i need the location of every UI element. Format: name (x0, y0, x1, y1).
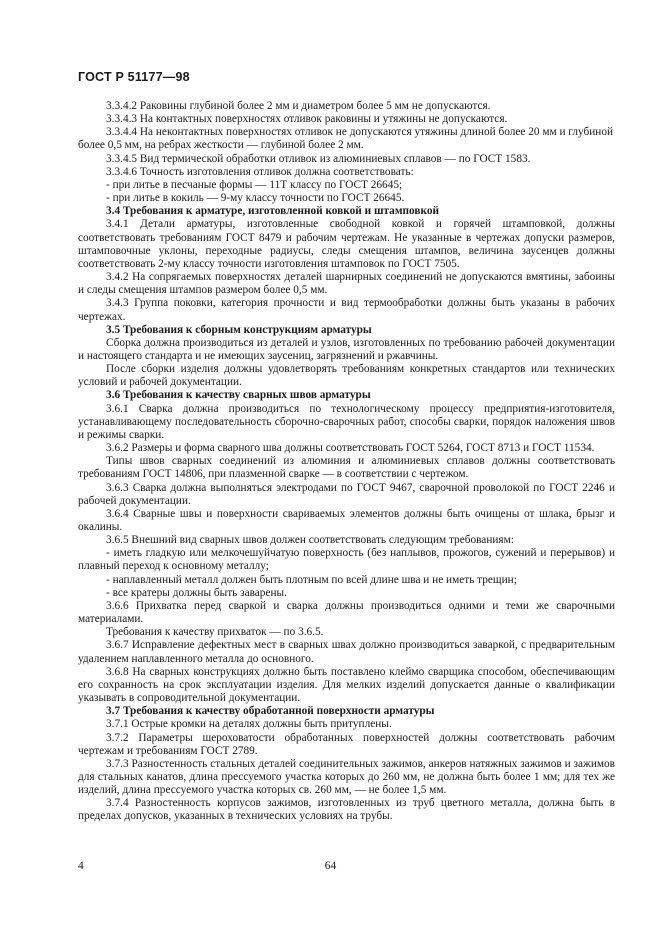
paragraph: 3.7.3 Разностенность стальных деталей соединительных зажимов, анкеров натяжных зажимов и зажимов для стальных канатов, длина прессуемого участка которых до 260 мм, не должна быть более 1 мм; для тех же изделий, длина прессуемого участка которых св. 260 мм, — не более 1,5 мм. (78, 757, 615, 797)
paragraph: - наплавленный металл должен быть плотным по всей длине шва и не иметь трещин; (106, 573, 517, 586)
paragraph: 3.3.4.6 Точность изготовления отливок должна соответствовать: (106, 165, 414, 178)
paragraph: Требования к качеству прихваток — по 3.6.5. (106, 626, 324, 639)
paragraph: 3.7.4 Разностенность корпусов зажимов, изготовленных из труб цветного металла, должна быть в пределах допусков, указанных в технических условиях на трубы. (78, 797, 615, 823)
section-heading: 3.4 Требования к арматуре, изготовленной ковкой и штамповкой (106, 205, 440, 218)
paragraph: После сборки изделия должны удовлетворять требованиям конкретных стандартов или технических условий и рабочей документации. (78, 363, 615, 389)
paragraph: Сборка должна производиться из деталей и узлов, изготовленных по требованию рабочей документации и настоящего стандарта и не имеющих заусениц, загрязнений и ржавчины. (78, 336, 615, 362)
paragraph: 3.3.4.5 Вид термической обработки отливок из алюминиевых сплавов — по ГОСТ 1583. (106, 152, 531, 165)
paragraph: 3.6.1 Сварка должна производиться по технологическому процессу предприятия-изготовителя, устанавливающему последовательность сборочно-сварочных работ, способы сварки, порядок наложения швов и режимы сварки. (78, 402, 615, 441)
paragraph: 3.3.4.3 На контактных поверхностях отливок раковины и утяжины не допускаются. (106, 113, 508, 126)
paragraph: 3.7.2 Параметры шероховатости обработанных поверхностей должны соответствовать рабочим чертежам и требованиям ГОСТ 2789. (78, 731, 615, 757)
paragraph: - при литье в песчаные формы — 11Т классу по ГОСТ 26645; (106, 178, 403, 191)
paragraph: 3.6.5 Внешний вид сварных швов должен соответствовать следующим требованиям: (106, 534, 514, 547)
paragraph: 3.6.3 Сварка должна выполняться электродами по ГОСТ 9467, сварочной проволокой по ГОСТ 2246 и рабочей документации. (78, 481, 615, 507)
paragraph: 3.3.4.4 На неконтактных поверхностях отливок не допускаются утяжины длиной более 20 мм и глубиной более 0,5 мм, на ребрах жесткости — глубиной более 2 мм. (78, 126, 614, 152)
paragraph: 3.6.4 Сварные швы и поверхности свариваемых элементов должны быть очищены от шлака, брызг и окалины. (78, 507, 615, 533)
paragraph: 3.4.2 На сопрягаемых поверхностях деталей шарнирных соединений не допускаются вмятины, забоины и следы смещения штампов размером более 0,5 мм. (78, 271, 615, 297)
paragraph: 3.4.1 Детали арматуры, изготовленные свободной ковкой и горячей штамповкой, должны соответствовать требованиям ГОСТ 8479 и рабочим чертежам. Не указанные в чертежах допуски размеров, штамповочные уклоны, переходные радиусы, следы смещения штампов, величина заусенцев должны соответствовать 2-му классу точности изготовления штамповок по ГОСТ 7505. (78, 218, 615, 270)
paragraph: 3.6.2 Размеры и форма сварного шва должны соответствовать ГОСТ 5264, ГОСТ 8713 и ГОСТ 11534. (106, 442, 595, 455)
paragraph: 3.6.6 Прихватка перед сваркой и сварка должны производиться одними и теми же сварочными материалами. (78, 599, 615, 626)
paragraph: - все кратеры должны быть заварены. (106, 586, 287, 599)
section-heading: 3.7 Требования к качеству обработанной поверхности арматуры (106, 705, 435, 718)
page-number: 64 (324, 860, 337, 872)
paragraph: 3.6.7 Исправление дефектных мест в сварных швах должно производиться заваркой, с предварительным удалением наплавленного металла до основного. (78, 639, 615, 665)
section-heading: 3.6 Требования к качеству сварных швов арматуры (106, 389, 371, 402)
paragraph: Типы швов сварных соединений из алюминия и алюминиевых сплавов должны соответствовать требованиям ГОСТ 14806, при плазменной сварке — в соответствии с чертежом. (78, 455, 615, 481)
paragraph: 3.7.1 Острые кромки на деталях должны быть притуплены. (106, 718, 392, 731)
paragraph: 3.4.3 Группа поковки, категория прочности и вид термообработки должны быть указаны в рабочих чертежах. (78, 297, 615, 323)
document-header: ГОСТ Р 51177—98 (78, 70, 190, 84)
section-heading: 3.5 Требования к сборным конструкциям арматуры (106, 323, 372, 336)
paragraph: - иметь гладкую или мелкочешуйчатую поверхность (без наплывов, прожогов, сужений и перерывов) и плавный переход к основному металлу; (78, 547, 615, 573)
paragraph: 3.6.8 На сварных конструкциях должно быть поставлено клеймо сварщика способом, обеспечивающим его сохранность на срок эксплуатации изделия. Для мелких изделий допускается данные о квалификации указывать в сопроводительной документации. (78, 665, 615, 705)
footer-left-number: 4 (78, 860, 84, 872)
document-body (78, 100, 615, 824)
paragraph: - при литье в кокиль — 9-му классу точности по ГОСТ 26645. (106, 192, 405, 205)
paragraph: 3.3.4.2 Раковины глубиной более 2 мм и диаметром более 5 мм не допускаются. (106, 100, 491, 112)
